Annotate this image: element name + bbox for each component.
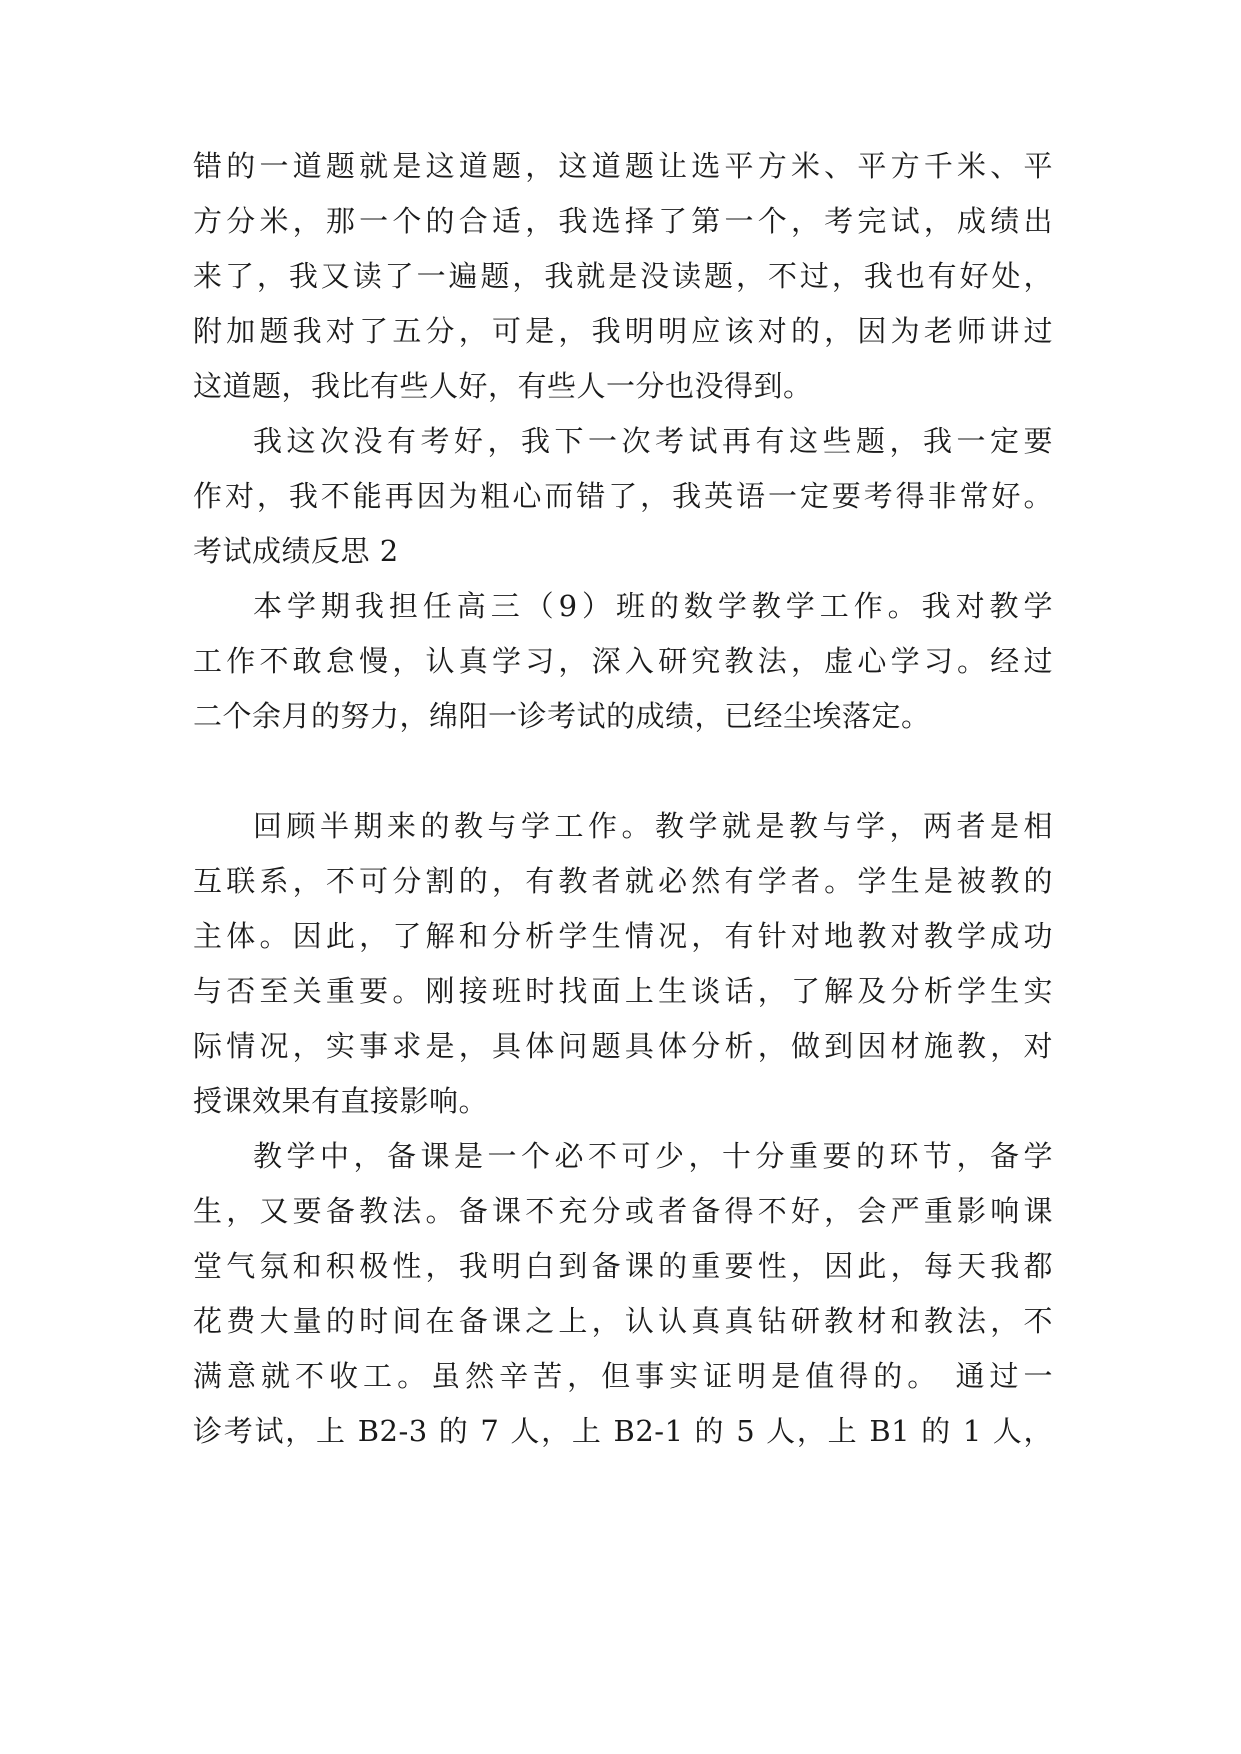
- text-line: 我这次没有考好，我下一次考试再有这些题，我一定要: [253, 424, 1053, 458]
- text-line: 二个余月的努力，绵阳一诊考试的成绩，已经尘埃落定。: [193, 699, 931, 733]
- text-line: 诊考试，上 B2-3 的 7 人，上 B2-1 的 5 人，上 B1 的 1 人，: [193, 1414, 1053, 1448]
- text-line: 授课效果有直接影响。: [193, 1084, 489, 1118]
- text-line: 生，又要备教法。备课不充分或者备得不好，会严重影响课: [193, 1194, 1053, 1228]
- text-line: 主体。因此，了解和分析学生情况，有针对地教对教学成功: [193, 919, 1053, 953]
- text-line: 堂气氛和积极性，我明白到备课的重要性，因此，每天我都: [193, 1249, 1053, 1283]
- text-line: 际情况，实事求是，具体问题具体分析，做到因材施教，对: [193, 1029, 1053, 1063]
- text-line: 与否至关重要。刚接班时找面上生谈话，了解及分析学生实: [193, 974, 1053, 1008]
- text-line: 教学中，备课是一个必不可少，十分重要的环节，备学: [253, 1139, 1053, 1173]
- text-line: 互联系，不可分割的，有教者就必然有学者。学生是被教的: [193, 864, 1053, 898]
- text-line: 花费大量的时间在备课之上，认认真真钻研教材和教法，不: [193, 1304, 1053, 1338]
- text-line: 回顾半期来的教与学工作。教学就是教与学，两者是相: [253, 809, 1053, 843]
- section-heading: 考试成绩反思 2: [193, 534, 399, 568]
- text-line: 满意就不收工。虽然辛苦，但事实证明是值得的。 通过一: [193, 1359, 1053, 1393]
- text-line: 工作不敢怠慢，认真学习，深入研究教法，虚心学习。经过: [193, 644, 1053, 678]
- text-line: 附加题我对了五分，可是，我明明应该对的，因为老师讲过: [193, 314, 1053, 348]
- text-line: 方分米，那一个的合适，我选择了第一个，考完试，成绩出: [193, 204, 1053, 238]
- text-line: 作对，我不能再因为粗心而错了，我英语一定要考得非常好。: [193, 479, 1053, 513]
- text-line: 这道题，我比有些人好，有些人一分也没得到。: [193, 369, 813, 403]
- text-line: 错的一道题就是这道题，这道题让选平方米、平方千米、平: [193, 149, 1053, 183]
- text-line: 来了，我又读了一遍题，我就是没读题，不过，我也有好处，: [193, 259, 1053, 293]
- text-line: 本学期我担任高三（9）班的数学教学工作。我对教学: [253, 589, 1053, 623]
